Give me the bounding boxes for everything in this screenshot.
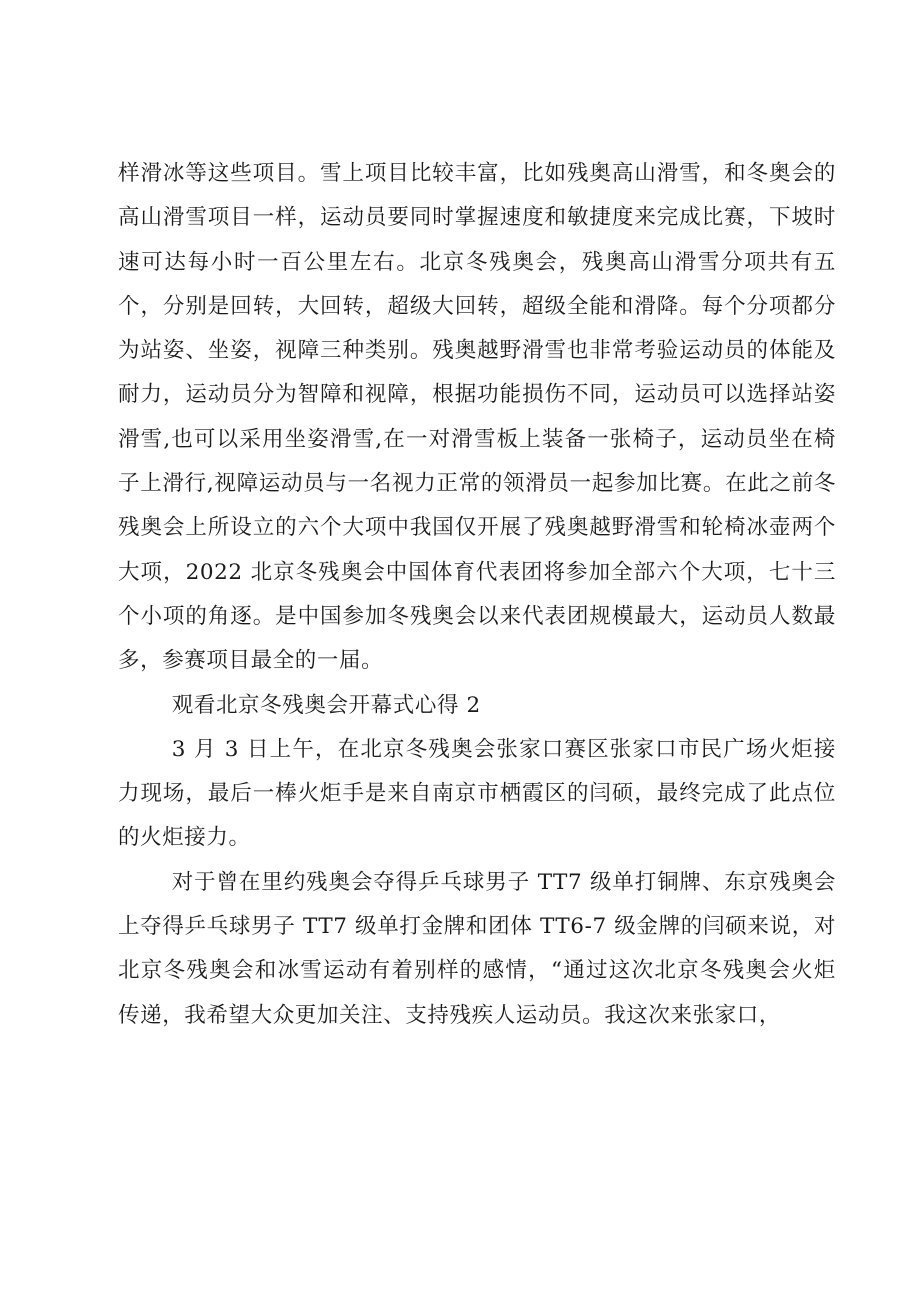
paragraph: 对于曾在里约残奥会夺得乒乓球男子 TT7 级单打铜牌、东京残奥会上夺得乒乓球男子 TT7 级单打金牌和团体 TT6-7 级金牌的闫硕来说，对北京冬残奥会和冰雪运动有着别样的感情，“通过这次北京冬残奥会火炬传递，我希望大众更加关注、支持残疾人运动员。我这次来张家口， — [118, 869, 836, 1028]
paragraph-continuation: 样滑冰等这些项目。雪上项目比较丰富，比如残奥高山滑雪，和冬奥会的高山滑雪项目一样，运动员要同时掌握速度和敏捷度来完成比赛，下坡时速可达每小时一百公里左右。北京冬残奥会，残奥高山滑雪分项共有五个，分别是回转，大回转，超级大回转，超级全能和滑降。每个分项都分为站姿、坐姿，视障三种类别。残奥越野滑雪也非常考验运动员的体能及耐力，运动员分为智障和视障，根据功能损伤不同，运动员可以选择站姿滑雪,也可以采用坐姿滑雪,在一对滑雪板上装备一张椅子，运动员坐在椅子上滑行,视障运动员与一名视力正常的领滑员一起参加比赛。在此之前冬残奥会上所设立的六个大项中我国仅开展了残奥越野滑雪和轮椅冰壶两个大项，2022 北京冬残奥会中国体育代表团将参加全部六个大项，七十三个小项的角逐。是中国参加冬残奥会以来代表团规模最大，运动员人数最多，参赛项目最全的一届。 — [118, 161, 836, 674]
section-heading: 观看北京冬残奥会开幕式心得 2 — [171, 692, 481, 718]
paragraph: 3 月 3 日上午，在北京冬残奥会张家口赛区张家口市民广场火炬接力现场，最后一棒火炬手是来自南京市栖霞区的闫硕，最终完成了此点位的火炬接力。 — [118, 736, 836, 851]
document-body — [118, 152, 836, 1038]
